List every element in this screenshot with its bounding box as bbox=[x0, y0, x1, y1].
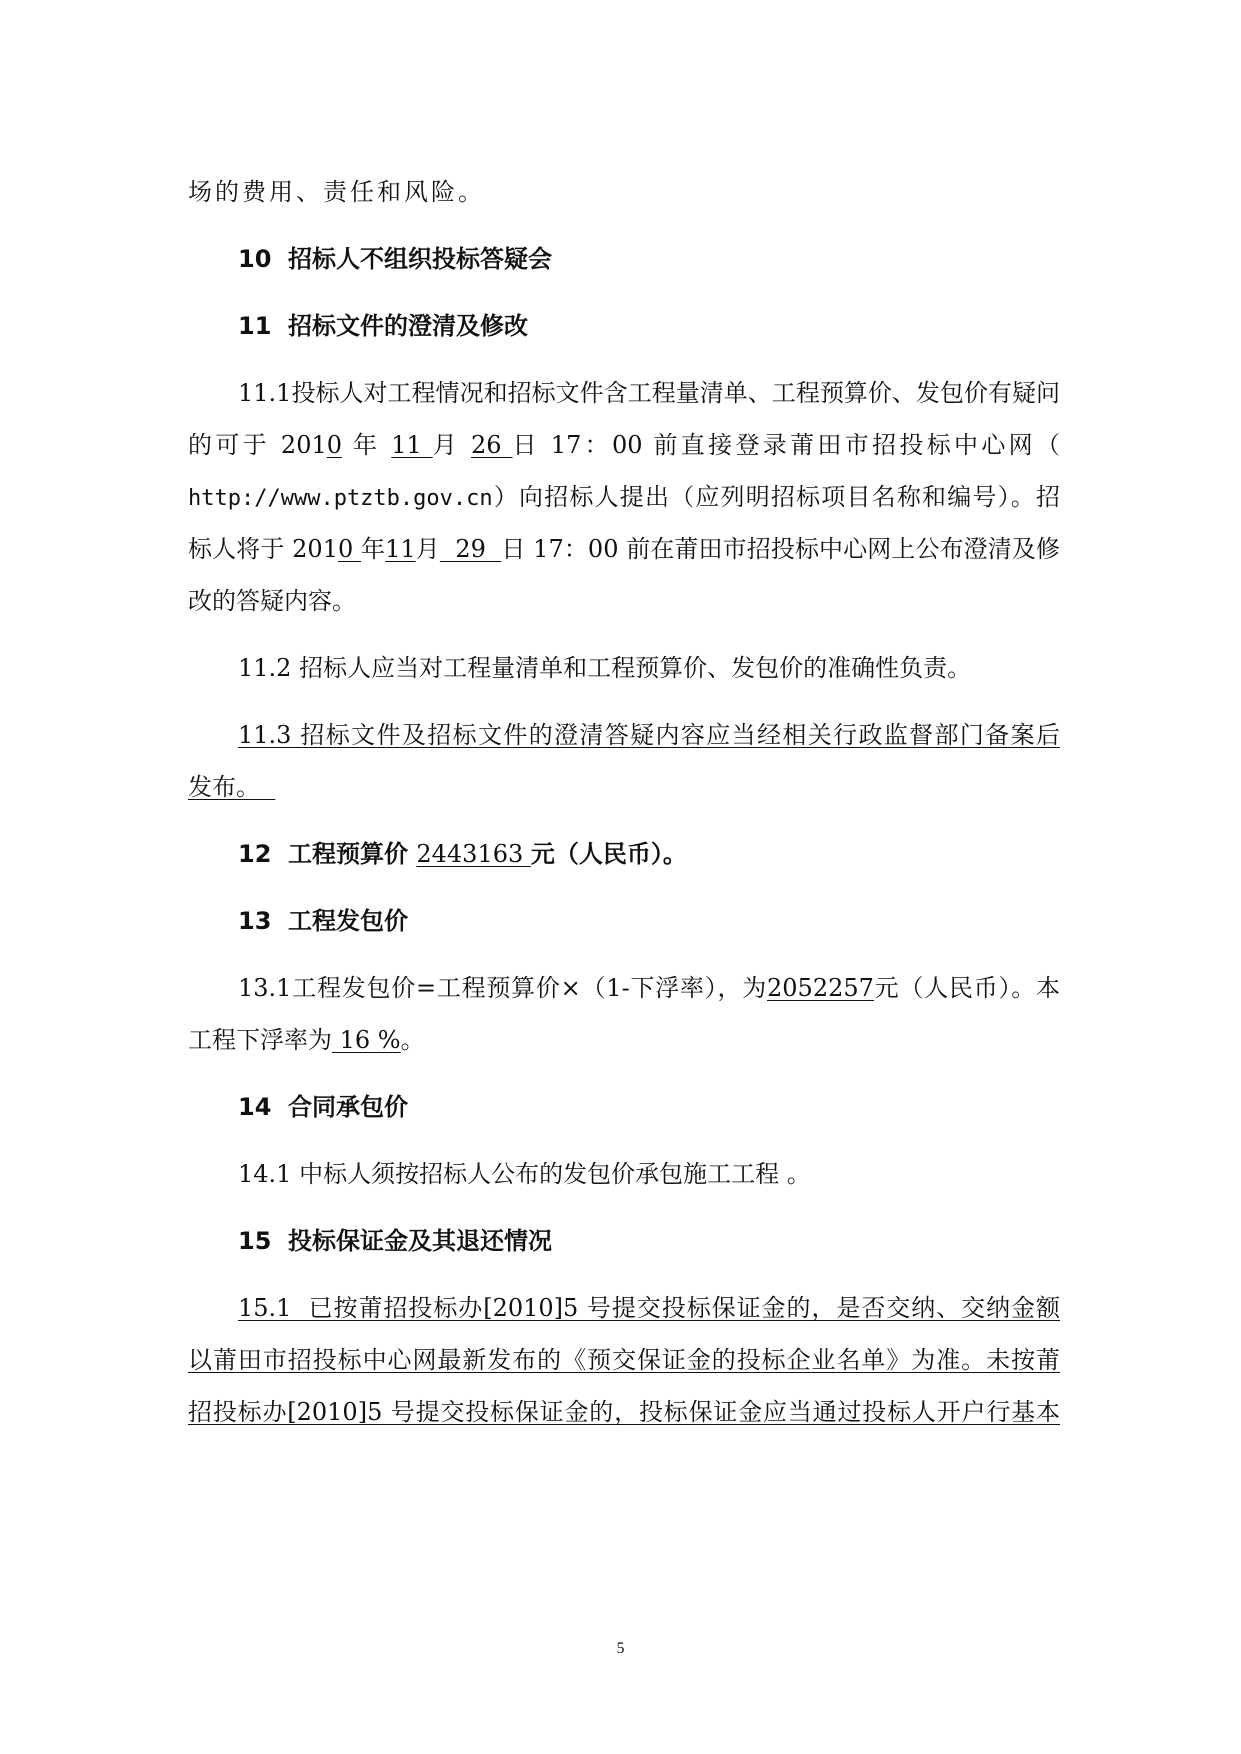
section-title: 招标人不组织投标答疑会 bbox=[288, 245, 552, 273]
section-title: 招标文件的澄清及修改 bbox=[288, 312, 528, 340]
text: 元（人民币）。本 bbox=[873, 974, 1060, 1002]
text: 日 17：00 前直接登录莆田市招投标中心网（ bbox=[512, 431, 1061, 459]
section-title: 投标保证金及其退还情况 bbox=[288, 1227, 552, 1255]
paragraph-14-1 bbox=[238, 1157, 1060, 1191]
text: 日 17：00 前在莆田市招投标中心网上公布澄清及修 bbox=[501, 535, 1061, 563]
month-value: 11 bbox=[391, 431, 433, 459]
text: 招投标办[2010]5 号提交投标保证金的，投标保证金应当通过投标人开户行基本 bbox=[188, 1398, 1060, 1426]
text: 改的答疑内容。 bbox=[188, 587, 356, 615]
text: 11.2 招标人应当对工程量清单和工程预算价、发包价的准确性负责。 bbox=[238, 654, 972, 682]
section-13-heading bbox=[238, 904, 1060, 938]
section-title: 合同承包价 bbox=[288, 1093, 408, 1121]
text: 元（人民币）。 bbox=[530, 840, 687, 868]
text: ）向招标人提出（应列明招标项目名称和编号）。招 bbox=[492, 483, 1060, 511]
section-11-heading bbox=[238, 309, 1060, 343]
budget-price-value: 2443163 bbox=[416, 840, 531, 868]
text: 的可于 201 bbox=[188, 431, 327, 459]
text: 以莆田市招投标中心网最新发布的《预交保证金的投标企业名单》为准。未按莆 bbox=[188, 1346, 1060, 1374]
paragraph-13-1-line-1 bbox=[238, 971, 1060, 1005]
paragraph-line bbox=[188, 175, 1060, 209]
text: 标人将于 201 bbox=[188, 535, 338, 563]
text: 场的费用、责任和风险。 bbox=[188, 178, 485, 206]
paragraph-11-3-line-2 bbox=[188, 770, 1060, 804]
section-number: 11 bbox=[238, 312, 272, 340]
section-10-heading bbox=[238, 242, 1060, 276]
section-number: 13 bbox=[238, 907, 272, 935]
contract-price-value: 2052257 bbox=[767, 974, 874, 1002]
section-title: 工程发包价 bbox=[288, 907, 408, 935]
year-digit: 0 bbox=[337, 535, 361, 563]
text: 13.1工程发包价=工程预算价×（1-下浮率），为 bbox=[238, 974, 768, 1002]
text: 11.1投标人对工程情况和招标文件含工程量清单、工程预算价、发包价有疑问 bbox=[238, 379, 1060, 407]
text: 发布。 bbox=[188, 773, 260, 801]
section-number: 12 bbox=[238, 840, 272, 868]
text: 14.1 中标人须按招标人公布的发包价承包施工工程 。 bbox=[238, 1160, 811, 1188]
text: 年 bbox=[342, 431, 392, 459]
paragraph-15-1-line-3 bbox=[188, 1395, 1060, 1429]
text: 工程下浮率为 bbox=[188, 1026, 332, 1054]
day-value: 26 bbox=[471, 431, 513, 459]
discount-rate-value: 16 % bbox=[332, 1026, 401, 1054]
paragraph-11-2 bbox=[238, 651, 1060, 685]
paragraph-11-1-line-2 bbox=[188, 428, 1060, 462]
section-number: 10 bbox=[238, 245, 272, 273]
text: 11.3 招标文件及招标文件的澄清答疑内容应当经相关行政监督部门备案后 bbox=[238, 721, 1060, 749]
website-url: http://www.ptztb.gov.cn bbox=[188, 486, 493, 511]
year-digit: 0 bbox=[326, 431, 343, 459]
paragraph-13-1-line-2 bbox=[188, 1023, 1060, 1057]
section-14-heading bbox=[238, 1090, 1060, 1124]
paragraph-11-1-line-1 bbox=[238, 376, 1060, 410]
month-value: 11 bbox=[385, 535, 416, 563]
paragraph-11-1-line-4 bbox=[188, 532, 1060, 566]
paragraph-11-3-line-1 bbox=[238, 718, 1060, 752]
paragraph-15-1-line-1 bbox=[238, 1291, 1060, 1325]
text: 年 bbox=[360, 535, 386, 563]
section-12-heading bbox=[238, 837, 1060, 871]
section-number: 15 bbox=[238, 1227, 272, 1255]
section-title: 工程预算价 bbox=[288, 840, 417, 868]
paragraph-11-1-line-5 bbox=[188, 584, 1060, 618]
day-value: 29 bbox=[439, 535, 502, 563]
paragraph-11-1-line-3 bbox=[188, 480, 1060, 516]
section-15-heading bbox=[238, 1224, 1060, 1258]
text: 。 bbox=[400, 1026, 425, 1054]
text: 月 bbox=[432, 431, 472, 459]
section-number: 14 bbox=[238, 1093, 272, 1121]
paragraph-15-1-line-2 bbox=[188, 1343, 1060, 1377]
text: 月 bbox=[415, 535, 440, 563]
page-number: 5 bbox=[616, 1640, 625, 1657]
text: 15.1 已按莆招投标办[2010]5 号提交投标保证金的，是否交纳、交纳金额 bbox=[238, 1294, 1060, 1322]
